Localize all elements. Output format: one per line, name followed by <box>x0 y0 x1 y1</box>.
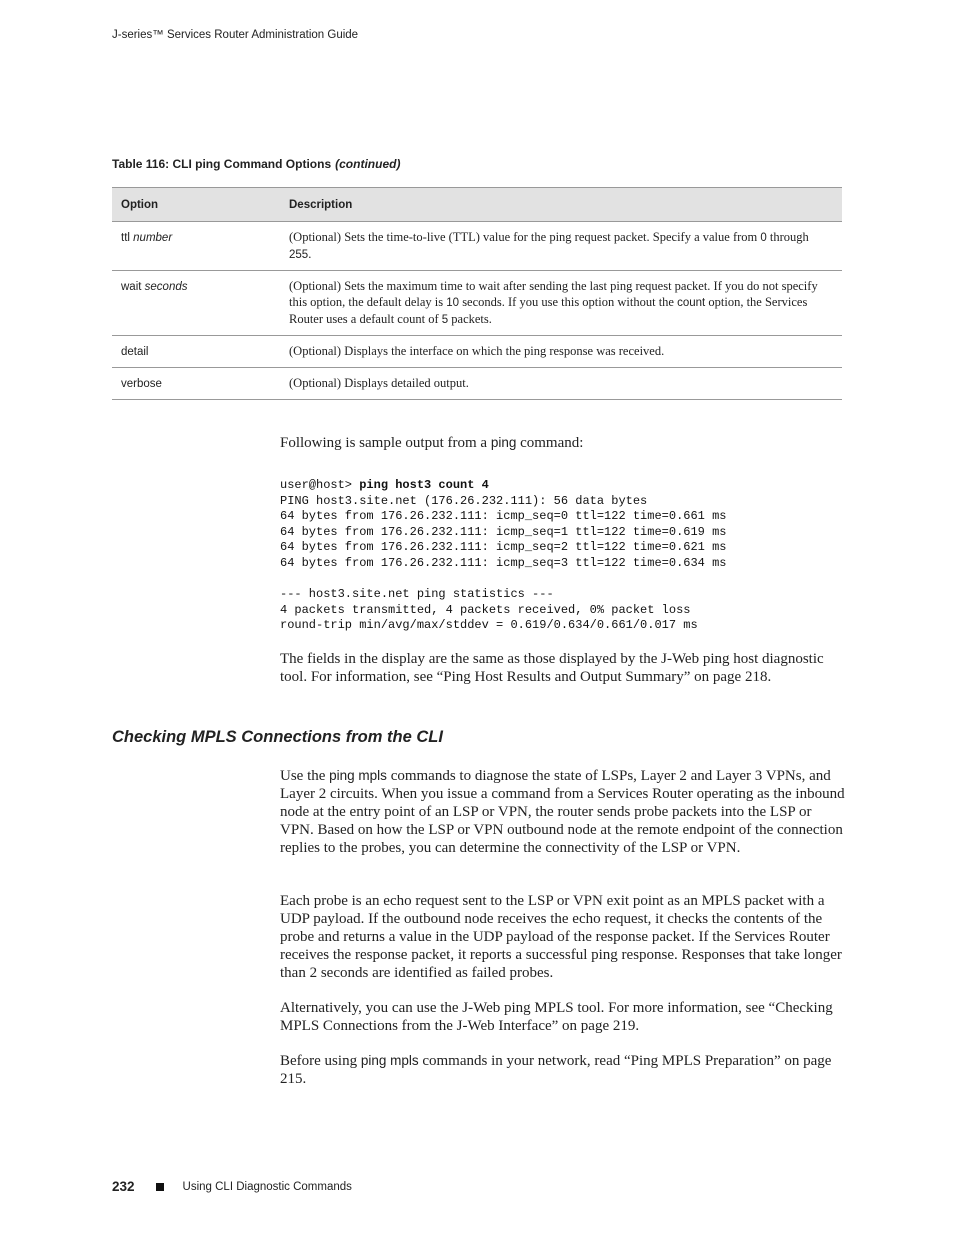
para1-text: Use the <box>280 768 330 784</box>
running-header: J-series™ Services Router Administration Guide <box>112 29 359 41</box>
table-body <box>112 222 842 400</box>
intro-keyword: ping <box>490 435 517 450</box>
para1-text-end: commands to diagnose the state of LSPs, Layer 2 and Layer 3 VPNs, and Layer 2 circuits. When you issue a command from a Services Router operating as the inbound node at the entry point of an LSP or VPN, the router sends probe packets into the LSP or VPN. Based on how the LSP or VPN outbound node at the remote endpoint of the connection replies to the probes, you can determine the connectivity of the LSP or VPN. <box>280 768 845 856</box>
option-argument: number <box>133 232 173 244</box>
table-row <box>112 336 842 368</box>
option-cell <box>112 222 280 271</box>
code-command: ping host3 count 4 <box>359 478 489 492</box>
column-header-option: Option <box>112 188 280 222</box>
description-cell <box>280 368 842 400</box>
description-keyword: 10 <box>446 297 460 309</box>
option-name: verbose <box>121 378 162 390</box>
description-text: through <box>766 230 809 244</box>
description-keyword: 255 <box>289 249 309 261</box>
intro-text-end: command: <box>516 435 584 451</box>
para4-keyword: ping mpls <box>360 1053 419 1068</box>
option-cell <box>112 271 280 336</box>
table-caption <box>112 157 400 171</box>
para4-text-end: commands in your network, read “Ping MPLS Preparation” on page 215. <box>280 1053 832 1087</box>
table-row <box>112 368 842 400</box>
description-cell <box>280 336 842 368</box>
option-cell <box>112 336 280 368</box>
code-prompt: user@host> <box>280 478 360 492</box>
para1-keyword: ping mpls <box>329 768 387 783</box>
footer-section-title: Using CLI Diagnostic Commands <box>182 1180 352 1193</box>
description-text: (Optional) Sets the maximum time to wait after sending the last ping request packet. If you do not specify this option, the default delay is <box>289 279 818 309</box>
description-text: seconds. If you use this option without the <box>459 295 678 309</box>
description-text: packets. <box>448 312 492 326</box>
page-number: 232 <box>112 1179 135 1194</box>
description-text: . <box>308 247 312 261</box>
description-cell <box>280 271 842 336</box>
table-header-row <box>112 188 842 222</box>
fields-paragraph: The fields in the display are the same as those displayed by the J-Web ping host diagnostic tool. For information, see “Ping Host Results and Output Summary” on page 218. <box>280 651 824 685</box>
options-table <box>112 187 842 400</box>
description-text: (Optional) Displays the interface on which the ping response was received. <box>289 344 665 358</box>
sample-output-intro <box>280 434 845 452</box>
intro-text: Following is sample output from a <box>280 435 491 451</box>
table-row <box>112 222 842 271</box>
description-keyword: 5 <box>441 314 449 326</box>
option-cell <box>112 368 280 400</box>
description-text: option, the Services Router uses a default count of <box>289 295 808 326</box>
code-sample <box>280 478 726 634</box>
mpls-paragraph-3: Alternatively, you can use the J-Web ping MPLS tool. For more information, see “Checking MPLS Connections from the J-Web Interface” on page 219. <box>280 1000 833 1034</box>
table-caption-title: Table 116: CLI ping Command Options <box>112 157 332 171</box>
code-output: PING host3.site.net (176.26.232.111): 56 data bytes 64 bytes from 176.26.232.111: icmp_seq=0 ttl=122 time=0.661 ms 64 bytes from 176.26.232.111: icmp_seq=1 ttl=122 time=0.619 ms 64 bytes from 176.26.232.111: icmp_seq=2 ttl=122 time=0.621 ms 64 bytes from 176.26.232.111: icmp_seq=3 ttl=122 time=0.634 ms --- host3.site.net ping statistics --- 4 packets transmitted, 4 packets received, 0% packet loss round-trip min/avg/max/stddev = 0.619/0.634/0.661/0.017 ms <box>280 493 727 633</box>
section-heading: Checking MPLS Connections from the CLI <box>112 728 443 746</box>
mpls-paragraph-4 <box>280 1052 845 1088</box>
para4-text: Before using <box>280 1053 361 1069</box>
table-row <box>112 271 842 336</box>
option-argument: seconds <box>144 281 188 293</box>
description-cell <box>280 222 842 271</box>
mpls-paragraph-2: Each probe is an echo request sent to the LSP or VPN exit point as an MPLS packet with a UDP payload. If the outbound node receives the echo request, it checks the contents of the probe and returns a value in the UDP payload of the response packet. If the Services Router receives the response packet, it reports a successful ping response. Responses that take longer than 2 seconds are identified as failed probes. <box>280 893 842 981</box>
description-text: (Optional) Sets the time-to-live (TTL) value for the ping request packet. Specify a value from <box>289 230 761 244</box>
description-text: (Optional) Displays detailed output. <box>289 376 469 390</box>
description-keyword: count <box>677 297 706 309</box>
option-name: wait <box>121 281 142 293</box>
option-name: ttl <box>121 232 130 244</box>
option-name: detail <box>121 346 149 358</box>
column-header-description: Description <box>280 188 842 222</box>
square-bullet-icon <box>156 1183 164 1191</box>
description-keyword: 0 <box>760 232 767 244</box>
mpls-paragraph-1 <box>280 767 845 857</box>
table-caption-continued: (continued) <box>335 157 401 171</box>
page-footer <box>112 1179 352 1194</box>
